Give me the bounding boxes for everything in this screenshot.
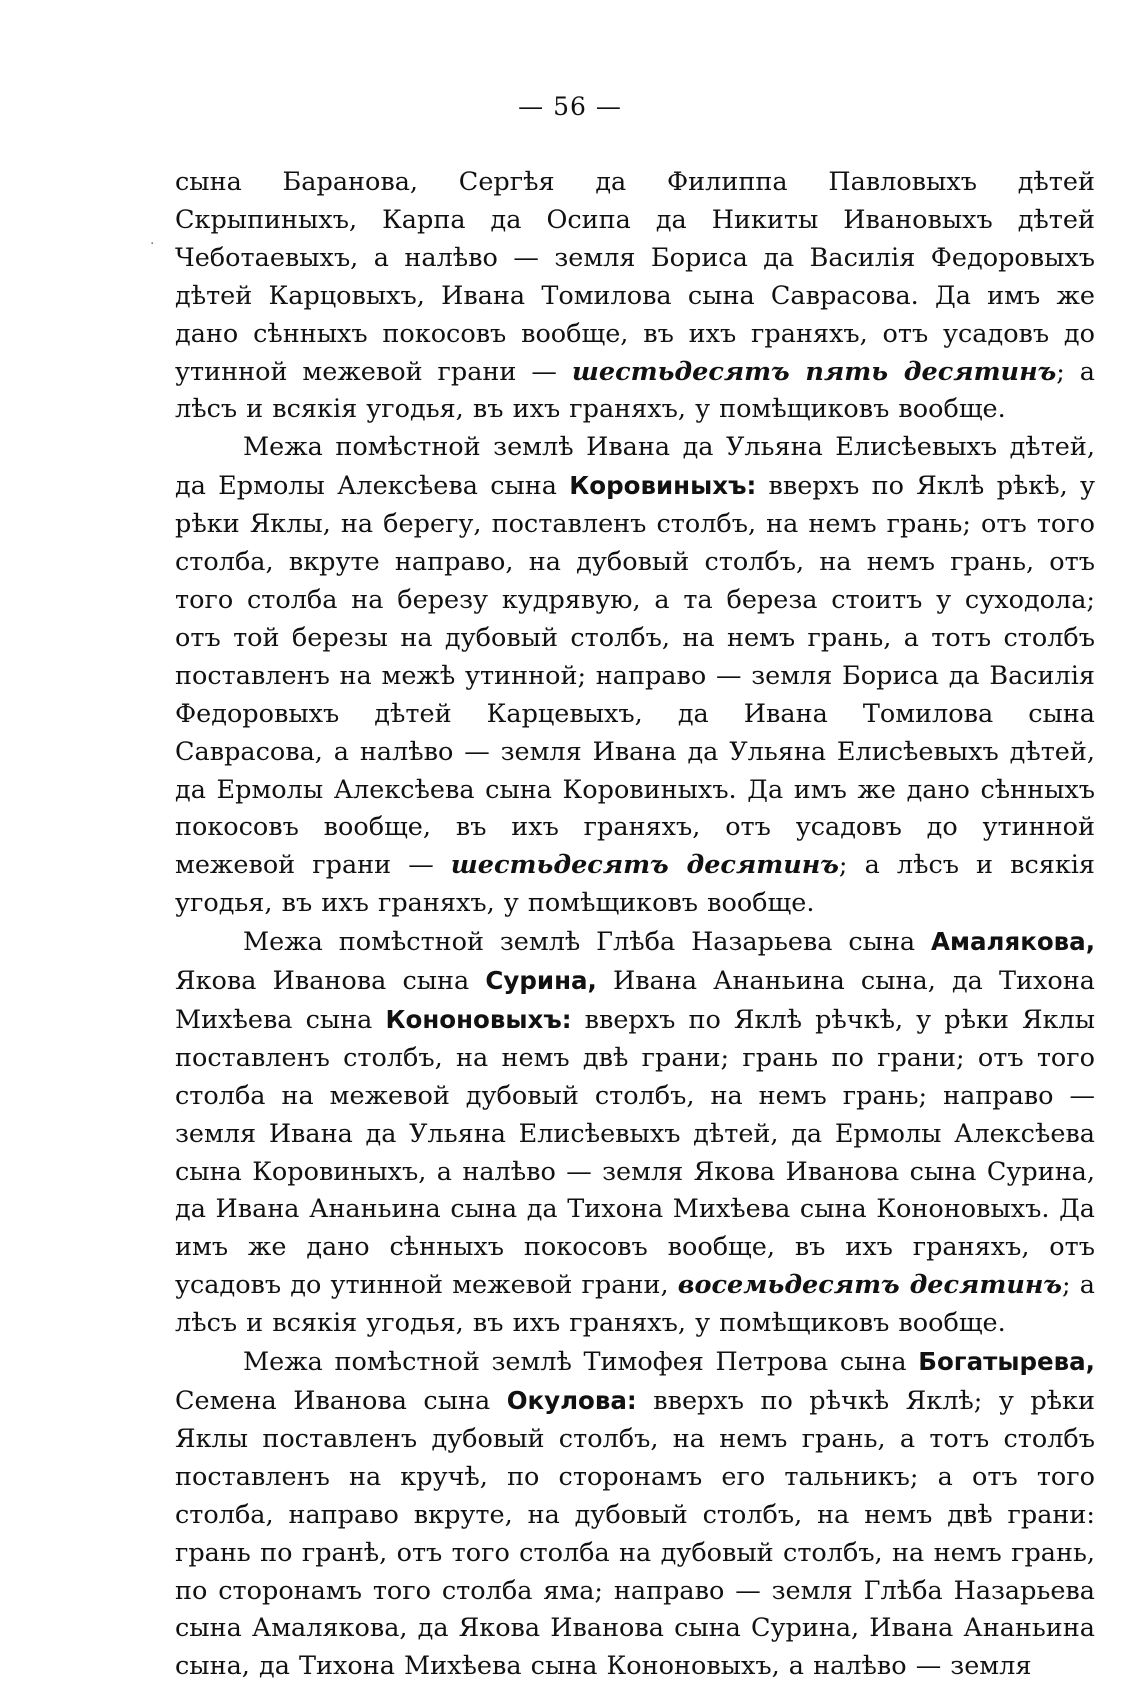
text-run: Межа помѣстной землѣ Ивана да Ульяна Елисѣевыхъ дѣтей, да Ермолы Алексѣева сына	[175, 432, 1095, 502]
surname-bold: Окулова:	[506, 1386, 637, 1415]
surname-bold: Кононовыхъ:	[385, 1004, 572, 1034]
text-run: сына Баранова, Сергѣя да Филиппа Павловыхъ дѣтей Скрыпиныхъ, Карпа да Осипа да Никиты Ивановыхъ дѣтей Чеботаевыхъ, а налѣво — земля Бориса да Василія Федоровыхъ дѣтей Карцовыхъ, Ивана Томилова сына Саврасова. Да имъ же дано сѣнныхъ покосовъ вообще, въ ихъ граняхъ, отъ усадовъ до утинной межевой грани —	[175, 167, 1095, 387]
body-text	[175, 164, 1095, 1686]
text-run: Ивана Ананьина сына, да Тихона Михѣева сына	[175, 966, 1095, 1035]
surname-bold: Коровиныхъ:	[569, 471, 757, 501]
area-italic: восемьдесятъ десятинъ	[677, 1270, 1063, 1301]
text-run: вверхъ по Яклѣ рѣкѣ, у рѣки Яклы, на берегу, поставленъ столбъ, на немъ грань; отъ того столба, вкруте направо, на дубовый столбъ, на немъ грань, отъ того столба на березу кудрявую, а та береза стоитъ у суходола; отъ той березы на дубовый столбъ, на немъ грань, а тотъ столбъ поставленъ на межѣ утинной; направо — земля Бориса да Василія Федоровыхъ дѣтей Карцевыхъ, да Ивана Томилова сына Саврасова, а налѣво — земля Ивана да Ульяна Елисѣевыхъ дѣтей, да Ермолы Алексѣева сына Коровиныхъ. Да имъ же дано сѣнныхъ покосовъ вообще, въ ихъ граняхъ, отъ усадовъ до утинной межевой грани —	[175, 471, 1095, 881]
area-italic: шестьдесятъ десятинъ	[450, 850, 839, 881]
page-number: — 56 —	[518, 92, 622, 121]
paragraph	[175, 429, 1095, 923]
text-run: Межа помѣстной землѣ Глѣба Назарьева сына	[243, 927, 931, 958]
paragraph	[175, 164, 1095, 429]
area-italic: шестьдесятъ пять десятинъ	[571, 356, 1057, 387]
text-run: Семена Иванова сына	[175, 1386, 507, 1416]
text-run: ; а лѣсъ и всякія угодья, въ ихъ граняхъ, у помѣщиковъ вообще.	[175, 1270, 1096, 1339]
text-run: вверхъ по Яклѣ рѣчкѣ, у рѣки Яклы поставленъ столбъ, на немъ двѣ грани; грань по грани; отъ того столба на межевой дубовый столбъ, на немъ грань; направо — земля Ивана да Ульяна Елисѣевыхъ дѣтей, да Ермолы Алексѣева сына Коровиныхъ, а налѣво — земля Якова Иванова сына Сурина, да Ивана Ананьина сына да Тихона Михѣева сына Кононовыхъ. Да имъ же дано сѣнныхъ покосовъ вообще, въ ихъ граняхъ, отъ усадовъ до утинной межевой грани,	[175, 1004, 1095, 1301]
text-run: ; а лѣсъ и всякія угодья, въ ихъ граняхъ, у помѣщиковъ вообще.	[175, 356, 1095, 425]
paragraph	[175, 1343, 1095, 1686]
text-run: вверхъ по рѣчкѣ Яклѣ; у рѣки Яклы поставленъ дубовый столбъ, на немъ грань, а тотъ столбъ поставленъ на кручѣ, по сторонамъ его тальникъ; а отъ того столба, направо вкруте, на дубовый столбъ, на немъ двѣ грани: грань по гранѣ, отъ того столба на дубовый столбъ, на немъ грань, по сторонамъ того столба яма; направо — земля Глѣба Назарьева сына Амалякова, да Якова Иванова сына Сурина, Ивана Ананьина сына, да Тихона Михѣева сына Кононовыхъ, а налѣво — земля	[175, 1386, 1095, 1682]
surname-bold: Сурина,	[485, 966, 597, 996]
text-run: ; а лѣсъ и всякія угодья, въ ихъ граняхъ, у помѣщиковъ вообще.	[175, 850, 1096, 919]
margin-mark: .	[150, 232, 155, 248]
paragraph	[175, 923, 1095, 1343]
text-run: Межа помѣстной землѣ Тимофея Петрова сына	[243, 1347, 919, 1378]
surname-bold: Амалякова,	[931, 927, 1095, 957]
surname-bold: Богатырева,	[918, 1347, 1095, 1377]
text-run: Якова Иванова сына	[175, 966, 486, 997]
